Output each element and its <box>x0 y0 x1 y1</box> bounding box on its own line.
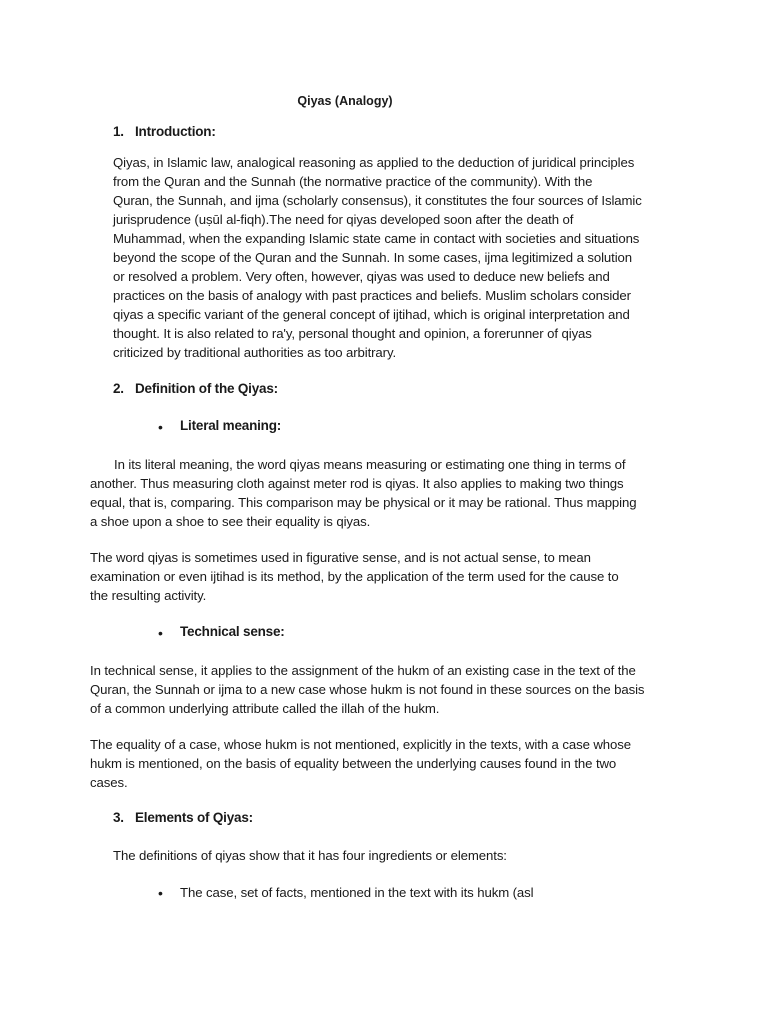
section-number: 1. <box>113 124 124 139</box>
heading-definition <box>113 381 278 396</box>
paragraph-line: The equality of a case, whose hukm is not mentioned, explicitly in the texts, with a case whose <box>90 737 631 752</box>
paragraph-line: Muhammad, when the expanding Islamic state came in contact with societies and situations <box>113 231 640 246</box>
paragraph-line: Qiyas, in Islamic law, analogical reasoning as applied to the deduction of juridical principles <box>113 155 635 170</box>
paragraph-line: practices on the basis of analogy with past practices and beliefs. Muslim scholars consider <box>113 288 631 303</box>
bullet-icon: • <box>158 419 163 435</box>
document-title: Qiyas (Analogy) <box>297 94 393 108</box>
paragraph-line: hukm is mentioned, on the basis of equality between the underlying causes found in the two <box>90 756 617 771</box>
list-item-text: The case, set of facts, mentioned in the text with its hukm (asl <box>180 885 534 900</box>
paragraph-line: Quran, the Sunnah or ijma to a new case whose hukm is not found in these sources on the basis <box>90 682 645 697</box>
list-item <box>180 883 534 902</box>
bullet-icon: • <box>158 885 163 901</box>
paragraph-line: The definitions of qiyas show that it has four ingredients or elements: <box>113 848 507 863</box>
paragraph-line: a shoe upon a shoe to see their equality is qiyas. <box>90 514 371 529</box>
paragraph-line: of a common underlying attribute called the illah of the hukm. <box>90 701 440 716</box>
paragraph-line: Quran, the Sunnah, and ijma (scholarly consensus), it constitutes the four sources of Islamic <box>113 193 642 208</box>
bullet-icon: • <box>158 625 163 641</box>
paragraph-line: or resolved a problem. Very often, however, qiyas was used to deduce new beliefs and <box>113 269 610 284</box>
section-heading-text: Introduction: <box>135 124 216 139</box>
heading-introduction <box>113 124 216 139</box>
subheading-technical-sense: Technical sense: <box>180 624 285 639</box>
paragraph-line: equal, that is, comparing. This comparison may be physical or it may be rational. Thus mapping <box>90 495 637 510</box>
intro-paragraph <box>113 153 642 362</box>
paragraph-line: jurisprudence (uṣūl al-fiqh).The need for qiyas developed soon after the death of <box>113 212 574 227</box>
paragraph-line: criticized by traditional authorities as too arbitrary. <box>113 345 397 360</box>
section-heading-text: Elements of Qiyas: <box>135 810 253 825</box>
section-heading-text: Definition of the Qiyas: <box>135 381 278 396</box>
paragraph-line: In technical sense, it applies to the assignment of the hukm of an existing case in the text of the <box>90 663 636 678</box>
paragraph-line: thought. It is also related to ra'y, personal thought and opinion, a forerunner of qiyas <box>113 326 592 341</box>
paragraph-line: the resulting activity. <box>90 588 207 603</box>
paragraph-line: In its literal meaning, the word qiyas means measuring or estimating one thing in terms of <box>114 457 626 472</box>
technical-paragraph-2 <box>90 735 631 792</box>
technical-paragraph-1 <box>90 661 644 718</box>
heading-elements <box>113 810 253 825</box>
paragraph-line: from the Quran and the Sunnah (the normative practice of the community). With the <box>113 174 593 189</box>
paragraph-line: another. Thus measuring cloth against meter rod is qiyas. It also applies to making two things <box>90 476 624 491</box>
literal-paragraph-2 <box>90 548 619 605</box>
paragraph-line: beyond the scope of the Quran and the Sunnah. In some cases, ijma legitimized a solution <box>113 250 633 265</box>
subheading-literal-meaning: Literal meaning: <box>180 418 282 433</box>
paragraph-line: The word qiyas is sometimes used in figurative sense, and is not actual sense, to mean <box>90 550 591 565</box>
literal-paragraph-1 <box>90 455 636 531</box>
section-number: 3. <box>113 810 124 825</box>
paragraph-line: qiyas a specific variant of the general concept of ijtihad, which is original interpretation and <box>113 307 630 322</box>
elements-intro <box>113 846 507 865</box>
paragraph-line: examination or even ijtihad is its method, by the application of the term used for the cause to <box>90 569 619 584</box>
paragraph-line: cases. <box>90 775 128 790</box>
section-number: 2. <box>113 381 124 396</box>
